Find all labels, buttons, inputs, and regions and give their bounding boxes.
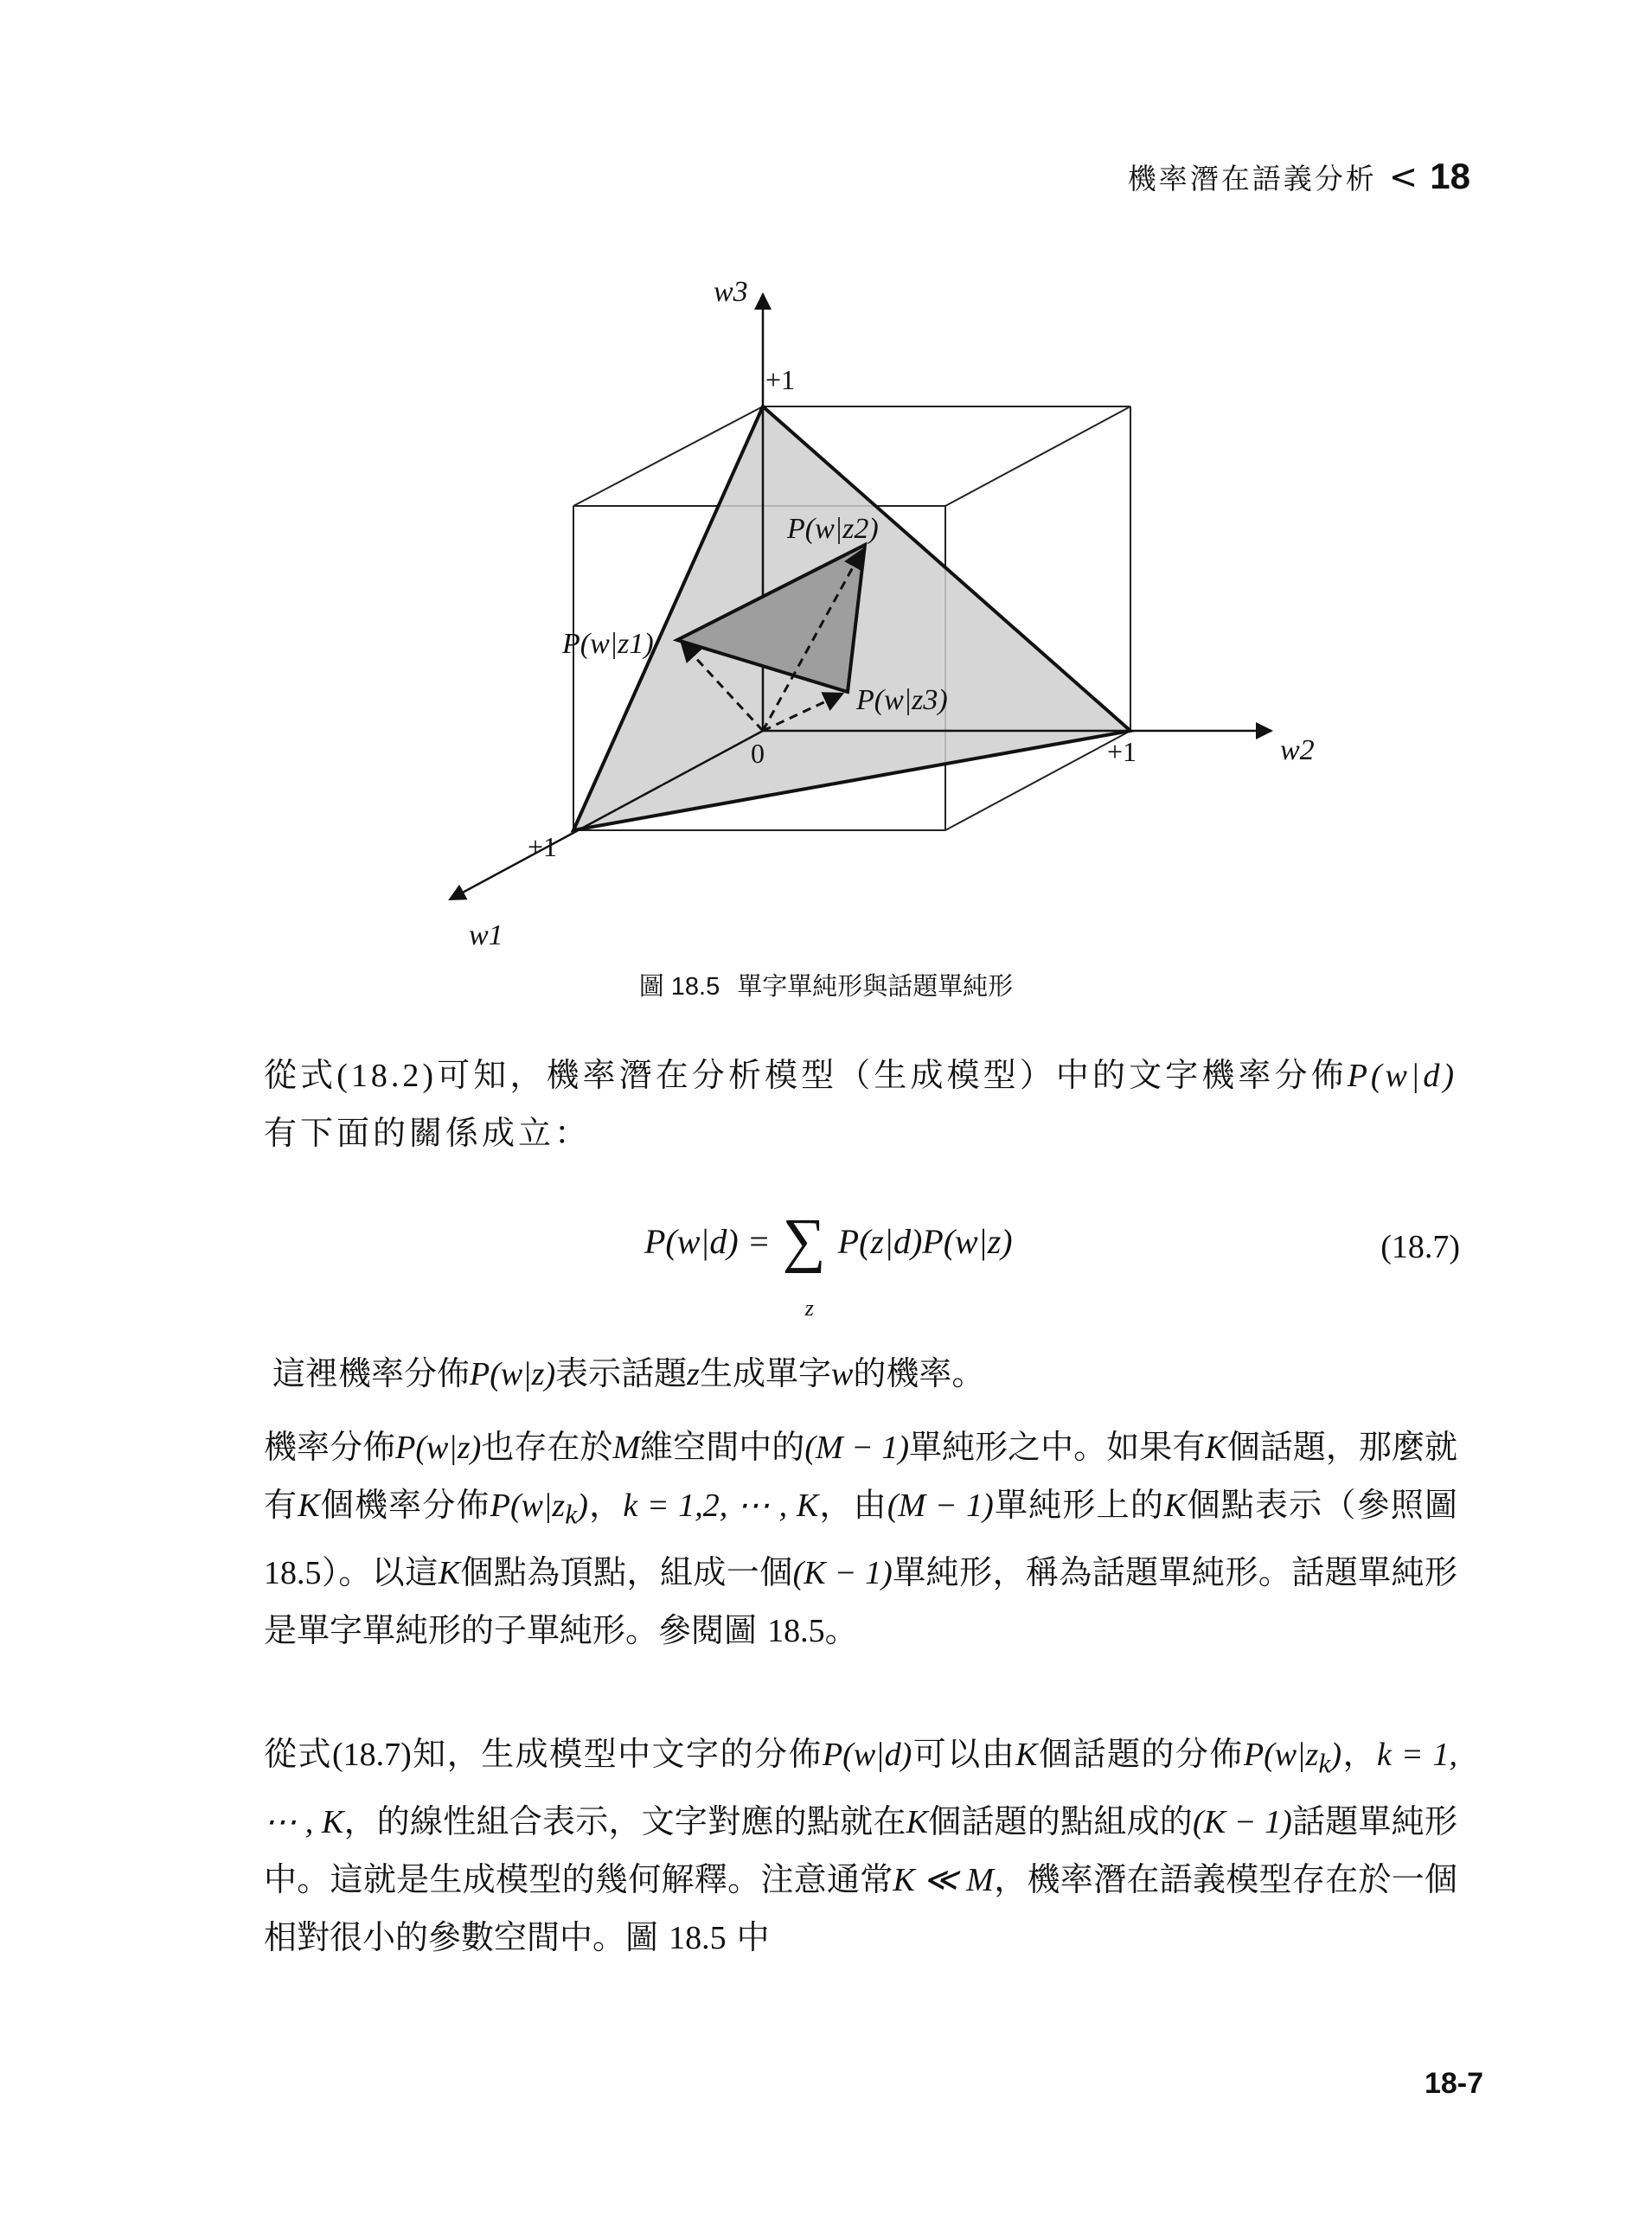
math-expression: K xyxy=(438,1554,460,1591)
paragraph-3 xyxy=(264,1418,1457,1660)
math-expression xyxy=(490,1488,588,1530)
simplex-figure xyxy=(415,259,1341,951)
equation-lhs: P(w|d) = xyxy=(644,1221,771,1261)
text: 機率分佈 xyxy=(264,1428,396,1466)
summation-sign xyxy=(782,1207,826,1321)
math-part: ) xyxy=(577,1488,588,1524)
text: 維空間中的 xyxy=(640,1428,805,1466)
text: 知，生成模型中文字的分佈 xyxy=(411,1735,823,1773)
text: 的機率。 xyxy=(853,1354,985,1392)
math-expression: k = 1, ⋯ , K xyxy=(264,1737,1457,1840)
text: ， xyxy=(1341,1735,1377,1773)
figure-ref: 18.5 xyxy=(669,1919,727,1956)
chapter-title: 機率潛在語義分析 xyxy=(1127,162,1377,195)
tick-label-w1: +1 xyxy=(528,831,558,862)
chapter-number: 18 xyxy=(1430,156,1470,196)
paragraph-4 xyxy=(264,1725,1457,1967)
math-expression: K ≪ M xyxy=(893,1861,994,1898)
math-expression: K xyxy=(298,1488,320,1524)
equation-body xyxy=(644,1207,1013,1321)
equation-18-7 xyxy=(0,1193,1652,1321)
w2-label: w2 xyxy=(1280,734,1315,766)
equation-ref: (18.2) xyxy=(336,1058,438,1094)
text: 生成單字 xyxy=(699,1354,831,1392)
math-expression: P(w|d) xyxy=(822,1737,912,1773)
text: 也存在於 xyxy=(481,1428,613,1466)
pz1-label: P(w|z1) xyxy=(562,628,654,660)
pz2-label: P(w|z2) xyxy=(787,513,879,545)
sigma-glyph: ∑ xyxy=(782,1207,826,1274)
w1-label: w1 xyxy=(469,919,503,951)
text: 中 xyxy=(726,1917,770,1956)
text: 表示話題 xyxy=(555,1354,688,1392)
math-expression: (M − 1) xyxy=(887,1488,994,1524)
caption-label: 圖 18.5 xyxy=(638,973,720,1001)
text: 個話題的點組成的 xyxy=(927,1801,1194,1840)
math-expression: M xyxy=(612,1430,641,1466)
math-subscript: k xyxy=(565,1499,578,1530)
summation-index: z xyxy=(804,1296,814,1321)
math-part: P(w|z xyxy=(1243,1737,1319,1773)
caption-text: 單字單純形與話題單純形 xyxy=(737,973,1014,1001)
header-separator: < xyxy=(1388,157,1418,197)
text: 從式 xyxy=(264,1735,332,1773)
text: ， xyxy=(587,1486,624,1524)
math-subscript: k xyxy=(1318,1748,1331,1779)
figure-ref: 18.5 xyxy=(264,1554,322,1591)
text: 有下面的關係成立： xyxy=(264,1114,592,1152)
text: 。 xyxy=(824,1610,858,1649)
math-expression: (K − 1) xyxy=(1193,1803,1292,1840)
math-expression: w xyxy=(830,1356,854,1392)
math-expression: P(w|z) xyxy=(395,1430,482,1466)
math-expression: K xyxy=(1015,1737,1038,1773)
math-expression: k = 1,2, ⋯ , K xyxy=(623,1488,819,1524)
text: ，由 xyxy=(818,1486,887,1524)
pz3-label: P(w|z3) xyxy=(856,684,948,716)
math-expression: K xyxy=(1205,1430,1227,1466)
text: 單純形，稱為話題單純形。話題單純形是單字單純形的子單純形。參閱圖 xyxy=(264,1552,1457,1649)
text: 個話題，那麼就有 xyxy=(264,1428,1457,1524)
running-header xyxy=(1128,156,1470,208)
equation-rhs: P(z|d)P(w|z) xyxy=(837,1221,1013,1261)
math-expression: (K − 1) xyxy=(792,1554,893,1591)
text: 個點為頂點，組成一個 xyxy=(459,1552,793,1591)
text: 這裡機率分佈 xyxy=(272,1354,471,1392)
text: ）。以這 xyxy=(321,1552,439,1591)
tick-label-w2: +1 xyxy=(1107,736,1137,767)
math-expression: z xyxy=(687,1356,700,1392)
figure-caption xyxy=(0,967,1652,1002)
math-expression: K xyxy=(1164,1488,1187,1524)
text: 話題單純形中。這就是生成模型的幾何解釋。注意通常 xyxy=(264,1801,1457,1898)
text: ，的線性組合表示，文字對應的點就在 xyxy=(343,1801,906,1840)
text: 從式 xyxy=(264,1056,337,1094)
text: 可知，機率潛在分析模型（生成模型）中的文字機率分佈 xyxy=(437,1056,1348,1094)
text: 單純形之中。如果有 xyxy=(909,1428,1206,1466)
tick-label-w3: +1 xyxy=(765,364,796,395)
paragraph-1 xyxy=(264,1046,1457,1161)
text: 個機率分佈 xyxy=(319,1486,490,1524)
text: 個話題的分佈 xyxy=(1037,1735,1244,1773)
figure-ref: 18.5 xyxy=(767,1612,825,1649)
paragraph-2 xyxy=(272,1345,1466,1403)
math-part: ) xyxy=(1330,1737,1342,1773)
text: 可以由 xyxy=(912,1735,1016,1773)
text: ，機率潛在語義模型存在於一個相對很小的參數空間中。圖 xyxy=(264,1859,1457,1956)
w3-label: w3 xyxy=(714,276,748,308)
origin-label: 0 xyxy=(751,738,765,769)
math-expression xyxy=(1243,1737,1342,1779)
text: 個點表示（參照圖 xyxy=(1186,1486,1457,1524)
page-number: 18-7 xyxy=(1424,2067,1483,2100)
text: 單純形上的 xyxy=(993,1486,1165,1524)
math-expression: P(w|z) xyxy=(470,1356,556,1392)
equation-ref: (18.7) xyxy=(331,1737,412,1773)
math-part: P(w|z xyxy=(490,1488,566,1524)
equation-number: (18.7) xyxy=(1380,1229,1460,1265)
math-expression: (M − 1) xyxy=(804,1430,909,1466)
math-expression: K xyxy=(906,1803,928,1840)
math-expression: P(w|d) xyxy=(1347,1058,1457,1094)
